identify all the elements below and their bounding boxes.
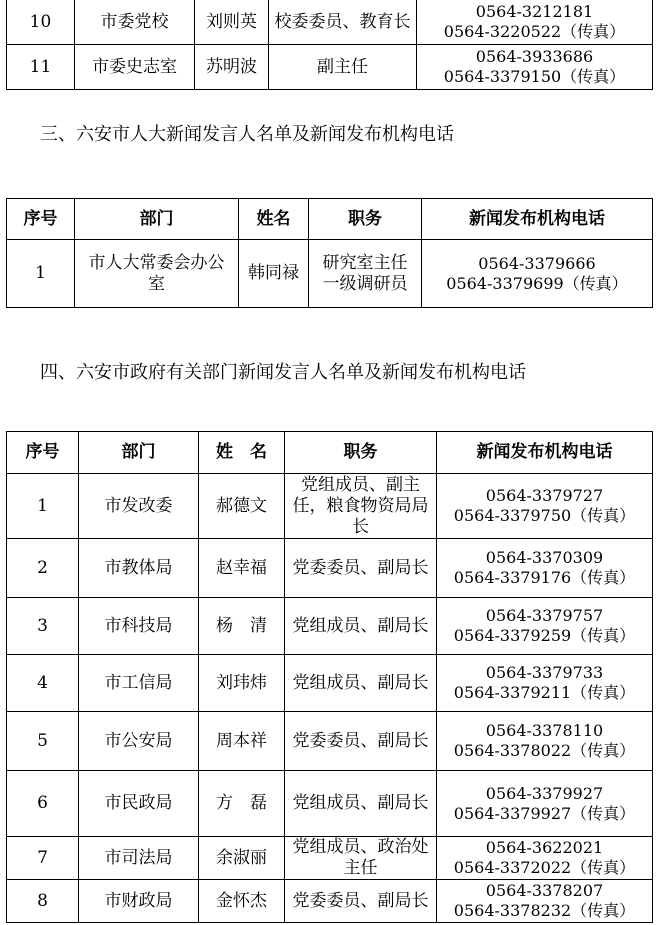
phone-line: 0564-3378207 [485, 881, 604, 900]
row-phone [437, 880, 653, 923]
fax-line: 0564-3378022（传真） [453, 741, 636, 760]
row-title: 党委委员、副局长 [285, 539, 437, 598]
row-name: 方 磊 [199, 771, 285, 837]
row-phone [437, 474, 653, 539]
row-no: 10 [7, 0, 75, 45]
row-title: 党组成员、副局长 [285, 771, 437, 837]
header-no: 序号 [7, 199, 75, 240]
row-no: 1 [7, 240, 75, 308]
row-dept: 市委党校 [75, 0, 195, 45]
row-phone [437, 598, 653, 655]
table-section3 [6, 198, 653, 308]
row-title: 副主任 [269, 45, 417, 90]
row-name: 周本祥 [199, 712, 285, 771]
row-dept: 市委史志室 [75, 45, 195, 90]
header-row [7, 199, 653, 240]
row-no: 2 [7, 539, 79, 598]
row-name: 刘则英 [195, 0, 269, 45]
row-name: 郝德文 [199, 474, 285, 539]
table-row [7, 712, 653, 771]
row-dept: 市工信局 [79, 655, 199, 712]
phone-line: 0564-3379927 [485, 783, 604, 803]
phone-line: 0564-3379727 [485, 486, 604, 505]
row-phone [437, 712, 653, 771]
row-name: 刘玮炜 [199, 655, 285, 712]
header-name: 姓名 [239, 199, 309, 240]
row-name: 韩同禄 [239, 240, 309, 308]
phone-line: 0564-3379733 [485, 663, 604, 682]
row-no: 11 [7, 45, 75, 90]
table-row [7, 45, 653, 90]
table-row [7, 240, 653, 308]
fax-line: 0564-3379699（传真） [446, 273, 628, 293]
header-no: 序号 [7, 432, 79, 474]
phone-line: 0564-3370309 [485, 548, 604, 567]
fax-line: 0564-3379259（传真） [453, 626, 636, 645]
phone-line: 0564-3379666 [478, 253, 596, 273]
header-row [7, 432, 653, 474]
header-phone: 新闻发布机构电话 [437, 432, 653, 474]
row-title: 研究室主任一级调研员 [309, 240, 422, 308]
row-dept: 市民政局 [79, 771, 199, 837]
row-name: 金怀杰 [199, 880, 285, 923]
row-no: 5 [7, 712, 79, 771]
row-dept: 市财政局 [79, 880, 199, 923]
fax-line: 0564-3378232（传真） [453, 901, 636, 920]
row-no: 3 [7, 598, 79, 655]
row-no: 1 [7, 474, 79, 539]
row-title: 党组成员、副局长 [285, 598, 437, 655]
row-dept: 市人大常委会办公室 [75, 240, 239, 308]
section3-heading: 三、六安市人大新闻发言人名单及新闻发布机构电话 [40, 124, 454, 145]
row-phone [437, 837, 653, 880]
row-dept: 市发改委 [79, 474, 199, 539]
header-title: 职务 [285, 432, 437, 474]
table-row [7, 771, 653, 837]
row-no: 4 [7, 655, 79, 712]
phone-line: 0564-3378110 [485, 721, 604, 740]
row-phone [417, 45, 653, 90]
row-phone [437, 771, 653, 837]
header-name: 姓 名 [199, 432, 285, 474]
row-title: 党组成员、政治处主任 [285, 837, 437, 880]
row-phone [437, 655, 653, 712]
row-dept: 市公安局 [79, 712, 199, 771]
row-title: 党组成员、副局长 [285, 655, 437, 712]
table-row [7, 598, 653, 655]
table-row [7, 539, 653, 598]
fax-line: 0564-3379150（传真） [443, 67, 626, 86]
table-row [7, 474, 653, 539]
phone-line: 0564-3212181 [475, 2, 594, 21]
row-name: 赵幸福 [199, 539, 285, 598]
row-name: 余淑丽 [199, 837, 285, 880]
row-no: 8 [7, 880, 79, 923]
row-phone [437, 539, 653, 598]
phone-line: 0564-3379757 [485, 606, 604, 625]
fax-line: 0564-3379927（传真） [453, 803, 636, 823]
row-dept: 市司法局 [79, 837, 199, 880]
row-no: 7 [7, 837, 79, 880]
table-row [7, 880, 653, 923]
row-phone [417, 0, 653, 45]
header-phone: 新闻发布机构电话 [422, 199, 653, 240]
fax-line: 0564-3220522（传真） [443, 22, 626, 41]
row-title: 党委委员、副局长 [285, 712, 437, 771]
fax-line: 0564-3372022（传真） [453, 858, 636, 877]
row-no: 6 [7, 771, 79, 837]
table-row [7, 655, 653, 712]
phone-line: 0564-3933686 [475, 47, 594, 66]
phone-line: 0564-3622021 [485, 838, 604, 857]
row-dept: 市科技局 [79, 598, 199, 655]
header-title: 职务 [309, 199, 422, 240]
header-dept: 部门 [75, 199, 239, 240]
table-top [6, 0, 653, 90]
row-title: 校委委员、教育长 [269, 0, 417, 45]
row-name: 苏明波 [195, 45, 269, 90]
header-dept: 部门 [79, 432, 199, 474]
row-phone [422, 240, 653, 308]
fax-line: 0564-3379176（传真） [453, 568, 636, 587]
row-title: 党组成员、副主任，粮食物资局局长 [285, 474, 437, 539]
fax-line: 0564-3379750（传真） [453, 506, 636, 525]
fax-line: 0564-3379211（传真） [453, 683, 636, 702]
row-name: 杨 清 [199, 598, 285, 655]
table-row [7, 837, 653, 880]
table-row [7, 0, 653, 45]
table-section4 [6, 431, 653, 923]
row-dept: 市教体局 [79, 539, 199, 598]
row-title: 党委委员、副局长 [285, 880, 437, 923]
section4-heading: 四、六安市政府有关部门新闻发言人名单及新闻发布机构电话 [40, 362, 526, 383]
